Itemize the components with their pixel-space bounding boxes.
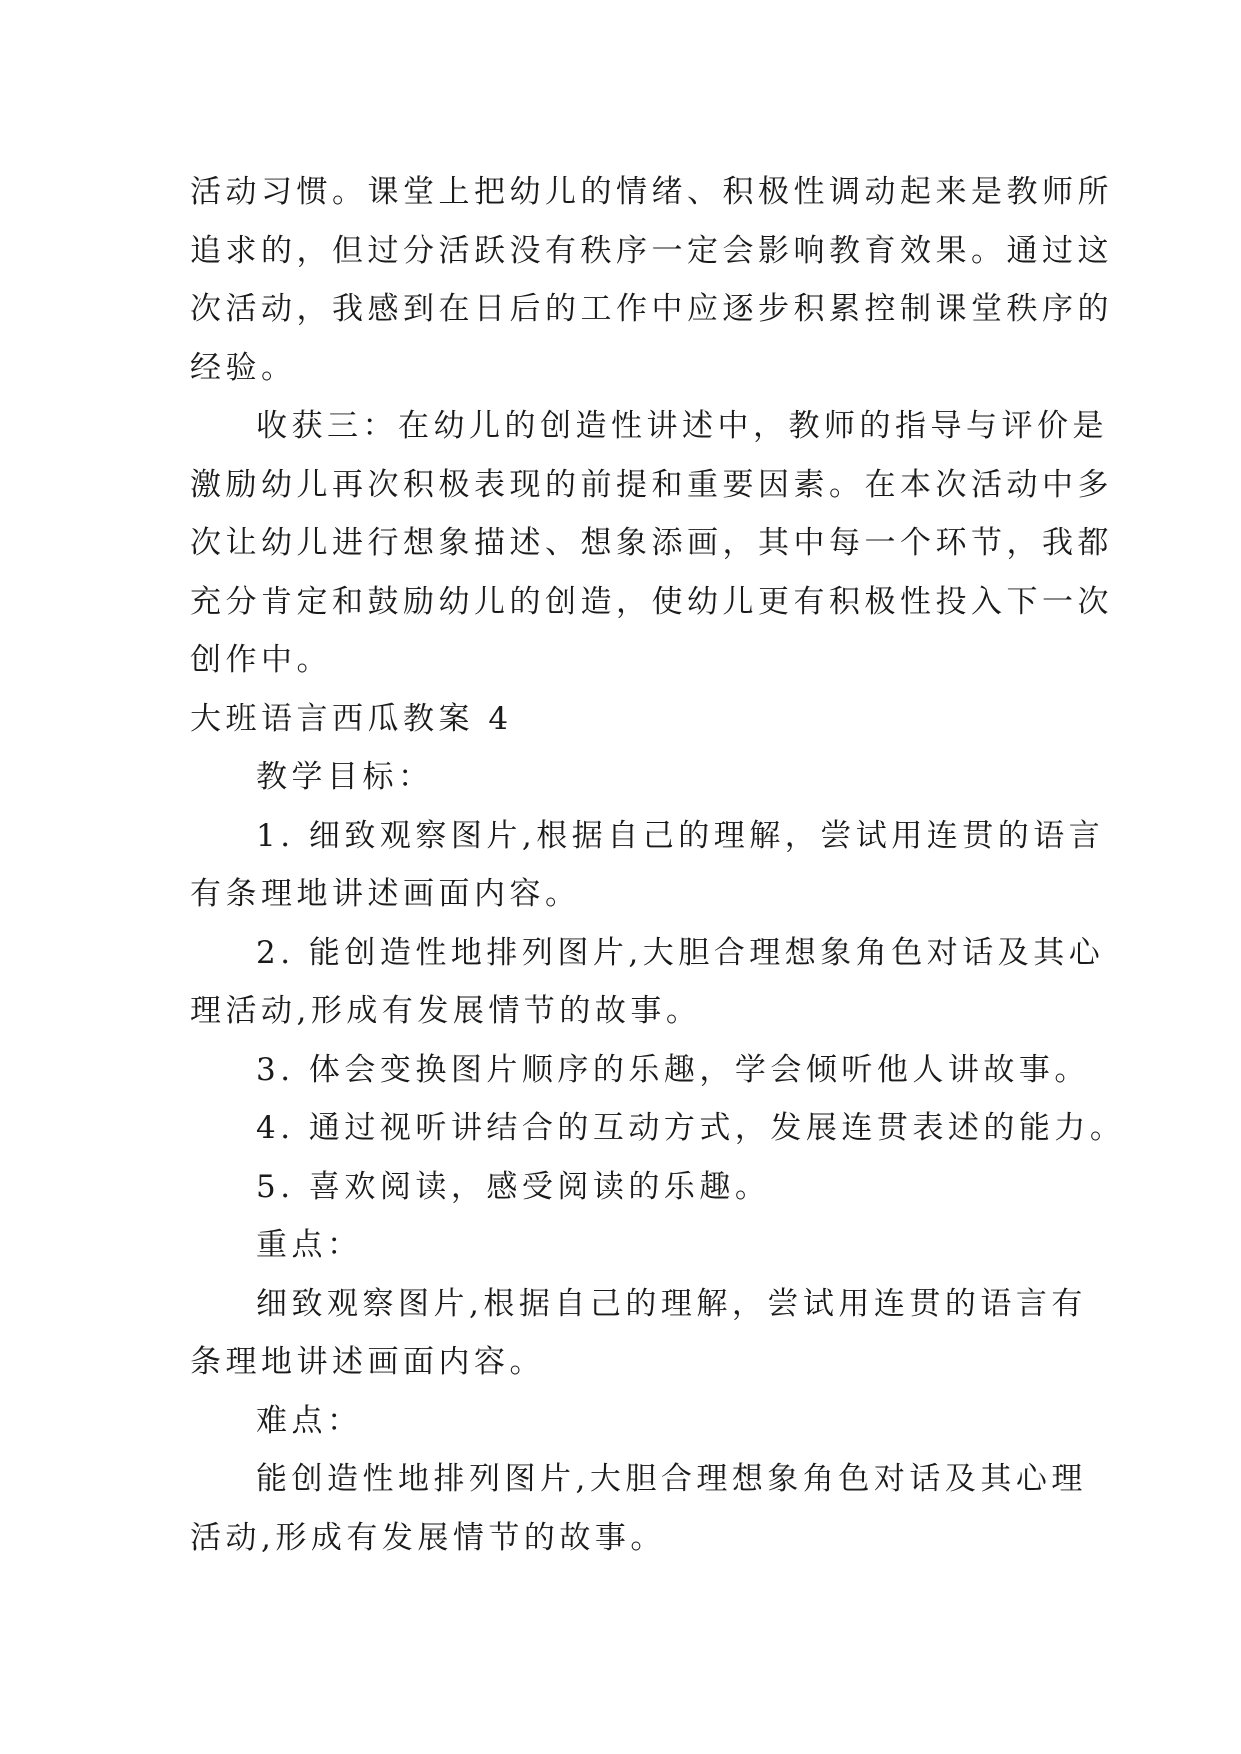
list-item: 4. 通过视听讲结合的互动方式，发展连贯表述的能力。: [256, 1110, 1126, 1146]
text-line: 活动习惯。课堂上把幼儿的情绪、积极性调动起来是教师所: [190, 174, 1113, 210]
text-line: 细致观察图片,根据自己的理解，尝试用连贯的语言有: [256, 1285, 1087, 1322]
text-line: 能创造性地排列图片,大胆合理想象角色对话及其心理: [256, 1461, 1087, 1497]
text-line: 理活动,形成有发展情节的故事。: [190, 993, 702, 1029]
subheading: 难点：: [256, 1402, 363, 1439]
document-body: [190, 163, 1126, 1567]
text-line: 追求的，但过分活跃没有秩序一定会影响教育效果。通过这: [190, 232, 1113, 269]
section-heading: 大班语言西瓜教案 4: [190, 700, 513, 737]
list-item: 5. 喜欢阅读，感受阅读的乐趣。: [256, 1168, 771, 1205]
subheading: 教学目标：: [256, 759, 434, 795]
list-item: 1. 细致观察图片,根据自己的理解，尝试用连贯的语言: [256, 817, 1105, 854]
subheading: 重点：: [256, 1227, 363, 1263]
text-line: 次让幼儿进行想象描述、想象添画，其中每一个环节，我都: [190, 525, 1113, 561]
list-item: 2. 能创造性地排列图片,大胆合理想象角色对话及其心: [256, 934, 1105, 971]
text-line: 活动,形成有发展情节的故事。: [190, 1519, 666, 1556]
text-line: 有条理地讲述画面内容。: [190, 876, 581, 912]
text-line: 次活动，我感到在日后的工作中应逐步积累控制课堂秩序的: [190, 291, 1113, 327]
text-line: 激励幼儿再次积极表现的前提和重要因素。在本次活动中多: [190, 466, 1113, 503]
text-line: 条理地讲述画面内容。: [190, 1344, 545, 1380]
text-line: 收获三：在幼儿的创造性讲述中，教师的指导与评价是: [256, 408, 1108, 444]
text-line: 创作中。: [190, 642, 332, 678]
text-line: 经验。: [190, 349, 297, 386]
list-item: 3. 体会变换图片顺序的乐趣，学会倾听他人讲故事。: [256, 1051, 1090, 1088]
text-line: 充分肯定和鼓励幼儿的创造，使幼儿更有积极性投入下一次: [190, 583, 1113, 620]
